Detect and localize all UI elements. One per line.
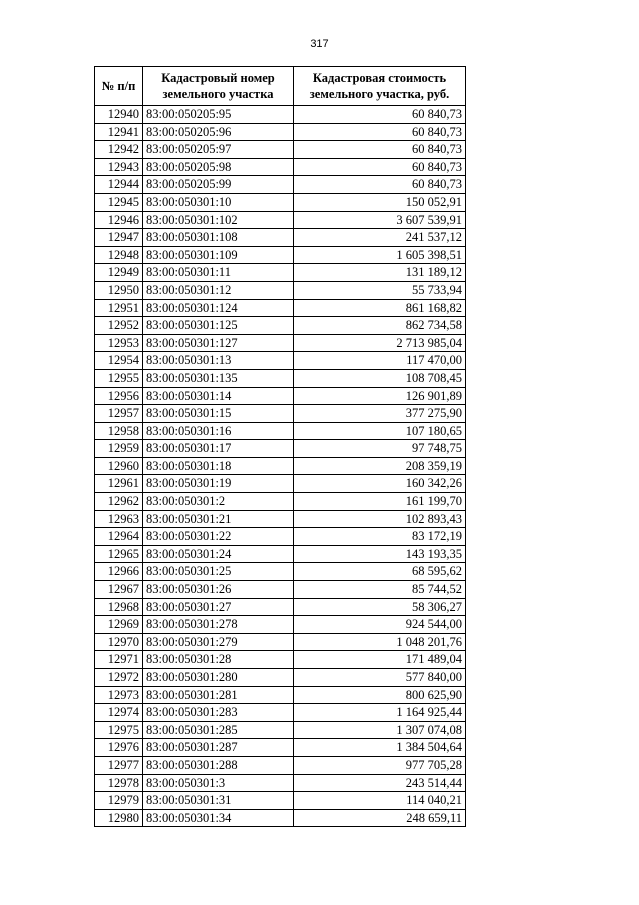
table-row (95, 669, 466, 687)
table-row (95, 193, 466, 211)
cadastral-value: 114 040,21 (294, 792, 466, 810)
cadastral-number: 83:00:050301:27 (143, 598, 294, 616)
cadastral-number: 83:00:050301:3 (143, 774, 294, 792)
cadastral-value: 800 625,90 (294, 686, 466, 704)
row-number: 12968 (95, 598, 143, 616)
cadastral-number: 83:00:050301:31 (143, 792, 294, 810)
cadastral-number: 83:00:050301:26 (143, 581, 294, 599)
row-number: 12973 (95, 686, 143, 704)
row-number: 12969 (95, 616, 143, 634)
row-number: 12960 (95, 457, 143, 475)
table-row (95, 281, 466, 299)
cadastral-number: 83:00:050301:108 (143, 229, 294, 247)
row-number: 12953 (95, 334, 143, 352)
table-row (95, 528, 466, 546)
table-row (95, 352, 466, 370)
row-number: 12965 (95, 545, 143, 563)
cadastral-value: 60 840,73 (294, 106, 466, 124)
row-number: 12947 (95, 229, 143, 247)
row-number: 12955 (95, 369, 143, 387)
table-row (95, 369, 466, 387)
cadastral-value: 977 705,28 (294, 756, 466, 774)
cadastral-number: 83:00:050205:95 (143, 106, 294, 124)
row-number: 12948 (95, 246, 143, 264)
table-row (95, 739, 466, 757)
row-number: 12940 (95, 106, 143, 124)
cadastral-number: 83:00:050301:11 (143, 264, 294, 282)
table-row (95, 176, 466, 194)
page-number: 317 (310, 38, 329, 50)
table-row (95, 106, 466, 124)
cadastral-value: 3 607 539,91 (294, 211, 466, 229)
cadastral-number: 83:00:050301:109 (143, 246, 294, 264)
cadastral-number: 83:00:050205:96 (143, 123, 294, 141)
row-number: 12941 (95, 123, 143, 141)
header-cadastral-number: Кадастровый номер земельного участка (143, 67, 294, 106)
cadastral-number: 83:00:050301:279 (143, 633, 294, 651)
cadastral-value: 108 708,45 (294, 369, 466, 387)
row-number: 12949 (95, 264, 143, 282)
table-row (95, 141, 466, 159)
row-number: 12946 (95, 211, 143, 229)
table-row (95, 457, 466, 475)
table-row (95, 123, 466, 141)
cadastral-number: 83:00:050301:285 (143, 721, 294, 739)
cadastral-number: 83:00:050301:102 (143, 211, 294, 229)
cadastral-value: 1 048 201,76 (294, 633, 466, 651)
table-row (95, 581, 466, 599)
cadastral-value: 143 193,35 (294, 545, 466, 563)
cadastral-number: 83:00:050205:97 (143, 141, 294, 159)
cadastral-value: 161 199,70 (294, 493, 466, 511)
cadastral-number: 83:00:050301:2 (143, 493, 294, 511)
table-row (95, 405, 466, 423)
row-number: 12963 (95, 510, 143, 528)
row-number: 12962 (95, 493, 143, 511)
cadastral-number: 83:00:050301:10 (143, 193, 294, 211)
table-row (95, 809, 466, 827)
cadastral-number: 83:00:050301:278 (143, 616, 294, 634)
table-header (95, 67, 466, 106)
cadastral-value: 241 537,12 (294, 229, 466, 247)
cadastral-number: 83:00:050301:21 (143, 510, 294, 528)
table-row (95, 774, 466, 792)
cadastral-value: 85 744,52 (294, 581, 466, 599)
cadastral-value: 83 172,19 (294, 528, 466, 546)
row-number: 12954 (95, 352, 143, 370)
table-row (95, 510, 466, 528)
row-number: 12976 (95, 739, 143, 757)
cadastral-value: 1 605 398,51 (294, 246, 466, 264)
cadastral-number: 83:00:050301:28 (143, 651, 294, 669)
table-row (95, 475, 466, 493)
row-number: 12942 (95, 141, 143, 159)
row-number: 12950 (95, 281, 143, 299)
table-row (95, 598, 466, 616)
cadastral-number: 83:00:050301:34 (143, 809, 294, 827)
table-row (95, 334, 466, 352)
cadastral-number: 83:00:050301:283 (143, 704, 294, 722)
table-row (95, 317, 466, 335)
table-row (95, 633, 466, 651)
row-number: 12966 (95, 563, 143, 581)
cadastral-number: 83:00:050301:18 (143, 457, 294, 475)
row-number: 12977 (95, 756, 143, 774)
row-number: 12964 (95, 528, 143, 546)
cadastral-value: 55 733,94 (294, 281, 466, 299)
cadastral-number: 83:00:050301:287 (143, 739, 294, 757)
cadastral-value: 1 307 074,08 (294, 721, 466, 739)
row-number: 12970 (95, 633, 143, 651)
cadastral-number: 83:00:050301:281 (143, 686, 294, 704)
table-row (95, 387, 466, 405)
cadastral-value: 924 544,00 (294, 616, 466, 634)
cadastral-number: 83:00:050301:16 (143, 422, 294, 440)
cadastral-value: 2 713 985,04 (294, 334, 466, 352)
row-number: 12972 (95, 669, 143, 687)
cadastral-value: 117 470,00 (294, 352, 466, 370)
row-number: 12945 (95, 193, 143, 211)
cadastral-value: 862 734,58 (294, 317, 466, 335)
row-number: 12961 (95, 475, 143, 493)
row-number: 12967 (95, 581, 143, 599)
cadastral-number: 83:00:050301:24 (143, 545, 294, 563)
table-body (95, 106, 466, 827)
cadastral-value: 861 168,82 (294, 299, 466, 317)
cadastral-value: 243 514,44 (294, 774, 466, 792)
cadastral-value: 577 840,00 (294, 669, 466, 687)
cadastral-number: 83:00:050205:98 (143, 158, 294, 176)
row-number: 12956 (95, 387, 143, 405)
row-number: 12943 (95, 158, 143, 176)
cadastral-value: 60 840,73 (294, 176, 466, 194)
cadastral-value: 171 489,04 (294, 651, 466, 669)
header-cadastral-value: Кадастровая стоимость земельного участка, руб. (294, 67, 466, 106)
table-row (95, 493, 466, 511)
cadastral-number: 83:00:050301:127 (143, 334, 294, 352)
row-number: 12952 (95, 317, 143, 335)
cadastral-value: 126 901,89 (294, 387, 466, 405)
cadastral-value: 60 840,73 (294, 123, 466, 141)
table-row (95, 792, 466, 810)
table-row (95, 229, 466, 247)
cadastral-number: 83:00:050301:124 (143, 299, 294, 317)
cadastral-number: 83:00:050301:280 (143, 669, 294, 687)
cadastral-value: 1 164 925,44 (294, 704, 466, 722)
row-number: 12975 (95, 721, 143, 739)
cadastral-number: 83:00:050301:125 (143, 317, 294, 335)
table-row (95, 545, 466, 563)
cadastral-value: 131 189,12 (294, 264, 466, 282)
table-row (95, 616, 466, 634)
cadastral-value: 377 275,90 (294, 405, 466, 423)
table-row (95, 704, 466, 722)
cadastral-value: 60 840,73 (294, 141, 466, 159)
cadastral-value: 102 893,43 (294, 510, 466, 528)
row-number: 12959 (95, 440, 143, 458)
row-number: 12979 (95, 792, 143, 810)
table-row (95, 563, 466, 581)
cadastral-number: 83:00:050301:15 (143, 405, 294, 423)
cadastral-number: 83:00:050301:25 (143, 563, 294, 581)
cadastral-value: 60 840,73 (294, 158, 466, 176)
table-row (95, 756, 466, 774)
row-number: 12971 (95, 651, 143, 669)
table-row (95, 211, 466, 229)
cadastral-value: 97 748,75 (294, 440, 466, 458)
cadastral-value: 208 359,19 (294, 457, 466, 475)
cadastral-value: 248 659,11 (294, 809, 466, 827)
cadastral-value: 160 342,26 (294, 475, 466, 493)
table-row (95, 158, 466, 176)
cadastral-number: 83:00:050301:17 (143, 440, 294, 458)
table-row (95, 651, 466, 669)
row-number: 12980 (95, 809, 143, 827)
table-row (95, 422, 466, 440)
header-num: № п/п (95, 67, 143, 106)
cadastral-number: 83:00:050301:13 (143, 352, 294, 370)
row-number: 12974 (95, 704, 143, 722)
table-row (95, 246, 466, 264)
table-row (95, 264, 466, 282)
cadastral-number: 83:00:050301:12 (143, 281, 294, 299)
row-number: 12951 (95, 299, 143, 317)
table-row (95, 299, 466, 317)
cadastral-number: 83:00:050301:135 (143, 369, 294, 387)
table-row (95, 440, 466, 458)
row-number: 12944 (95, 176, 143, 194)
cadastral-value: 150 052,91 (294, 193, 466, 211)
cadastral-number: 83:00:050301:22 (143, 528, 294, 546)
table-row (95, 721, 466, 739)
cadastral-value: 1 384 504,64 (294, 739, 466, 757)
cadastral-number: 83:00:050205:99 (143, 176, 294, 194)
cadastral-number: 83:00:050301:288 (143, 756, 294, 774)
header-row (95, 67, 466, 106)
cadastral-value: 107 180,65 (294, 422, 466, 440)
row-number: 12957 (95, 405, 143, 423)
cadastral-number: 83:00:050301:19 (143, 475, 294, 493)
cadastral-value: 68 595,62 (294, 563, 466, 581)
row-number: 12978 (95, 774, 143, 792)
cadastral-value-table (94, 66, 466, 827)
cadastral-value: 58 306,27 (294, 598, 466, 616)
table-row (95, 686, 466, 704)
row-number: 12958 (95, 422, 143, 440)
cadastral-number: 83:00:050301:14 (143, 387, 294, 405)
